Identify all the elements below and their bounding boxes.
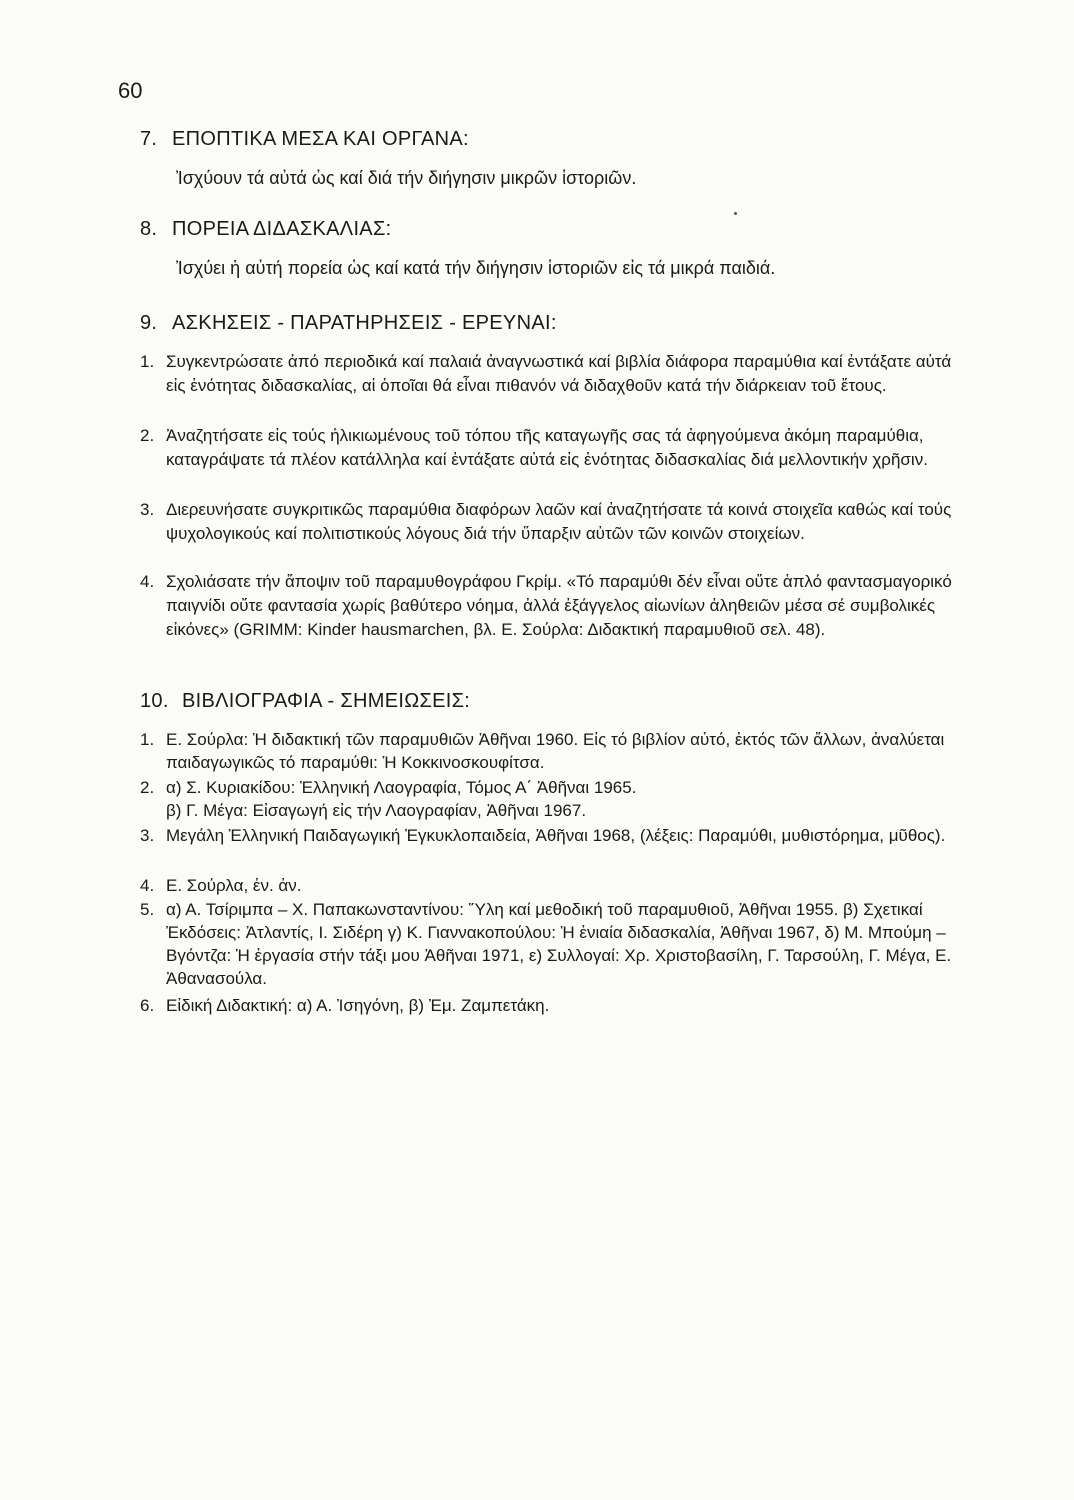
section-7-text: Ἰσχύουν τά αὐτά ὡς καί διά τήν διήγησιν μικρῶν ἱστοριῶν. bbox=[176, 168, 637, 188]
item-text: Εἰδική Διδακτική: α) Α. Ἰσηγόνη, β) Ἐμ. Ζαμπετάκη. bbox=[166, 996, 550, 1015]
item-text: α) Α. Τσίριμπα – Χ. Παπακωνσταντίνου: Ὕλη καί μεθοδική τοῦ παραμυθιοῦ, Ἀθῆναι 1955. β) Σχετικαί Ἐκδόσεις: Ἀτλαντίς, Ι. Σιδέρη γ) Κ. Γιαννακοπούλου: Ἡ ἑνιαία διδασκαλία, Ἀθῆναι 1967, δ) Μ. Μπούμη – Βγόντζα: Ἡ ἐργασία στήν τάξι μου Ἀθῆναι 1971, ε) Συλλογαί: Χρ. Χριστοβασίλη, Γ. Ταρσούλη, Γ. Μέγα, Ε. Ἀθανασούλα. bbox=[166, 900, 952, 988]
item-number: 4. bbox=[140, 572, 155, 591]
item-text: Διερευνήσατε συγκριτικῶς παραμύθια διαφόρων λαῶν καί ἀναζητήσατε τά κοινά στοιχεῖα καθώς καί τούς ψυχολογικούς καί πολιτιστικούς λόγους διά τήν ὕπαρξιν αὐτῶν τῶν κοινῶν στοιχείων. bbox=[166, 500, 952, 543]
item-text: Ε. Σούρλα, ἐν. ἀν. bbox=[166, 876, 302, 895]
section-number: 8. bbox=[140, 218, 158, 240]
bibliography-item bbox=[140, 994, 970, 1017]
exercise-item bbox=[140, 570, 970, 642]
item-number: 1. bbox=[140, 730, 155, 749]
section-10-heading bbox=[140, 690, 470, 713]
bibliography-item bbox=[140, 776, 970, 822]
item-number: 5. bbox=[140, 900, 155, 919]
item-number: 1. bbox=[140, 352, 155, 371]
item-text: Σχολιάσατε τήν ἄποψιν τοῦ παραμυθογράφου Γκρίμ. «Τό παραμύθι δέν εἶναι οὔτε ἁπλό φαντασμαγορικό παιγνίδι οὔτε φαντασία χωρίς βαθύτερο νόημα, ἀλλά ἐξάγγελος αἰωνίων ἀληθειῶν μέσα σέ συμβολικές εἰκόνες» (GRIMM: Kinder hausmarchen, βλ. Ε. Σούρλα: Διδακτική παραμυθιοῦ σελ. 48). bbox=[166, 572, 952, 639]
section-8-text: Ἰσχύει ἡ αὐτή πορεία ὡς καί κατά τήν διήγησιν ἱστοριῶν εἰς τά μικρά παιδιά. bbox=[176, 258, 776, 278]
section-title: ΒΙΒΛΙΟΓΡΑΦΙΑ - ΣΗΜΕΙΩΣΕΙΣ: bbox=[182, 690, 471, 712]
section-8-heading bbox=[140, 218, 391, 241]
exercise-item bbox=[140, 424, 970, 472]
item-number: 3. bbox=[140, 500, 155, 519]
item-text: Ε. Σούρλα: Ἡ διδακτική τῶν παραμυθιῶν Ἀθῆναι 1960. Εἰς τό βιβλίον αὐτό, ἐκτός τῶν ἄλλων, ἀναλύεται παιδαγωγικῶς τό παραμύθι: Ἡ Κοκκινοσκουφίτσα. bbox=[166, 730, 945, 772]
section-9-heading bbox=[140, 312, 557, 335]
bibliography-item bbox=[140, 824, 970, 847]
section-number: 9. bbox=[140, 312, 158, 334]
item-number: 2. bbox=[140, 778, 155, 797]
bibliography-item bbox=[140, 898, 970, 990]
paper-speck bbox=[734, 212, 737, 215]
item-text-continuation: β) Γ. Μέγα: Εἰσαγωγή εἰς τήν Λαογραφίαν, Ἀθῆναι 1967. bbox=[166, 801, 587, 820]
section-title: ΕΠΟΠΤΙΚΑ ΜΕΣΑ ΚΑΙ ΟΡΓΑΝΑ: bbox=[172, 128, 469, 150]
exercise-item bbox=[140, 350, 970, 398]
section-number: 10. bbox=[140, 690, 169, 712]
item-text: Ἀναζητήσατε εἰς τούς ἡλικιωμένους τοῦ τόπου τῆς καταγωγῆς σας τά ἀφηγούμενα ἀκόμη παραμύθια, καταγράψατε τά πλέον κατάλληλα καί ἐντάξατε αὐτά εἰς ἑνότητας διδασκαλίας διά μελλοντικήν χρῆσιν. bbox=[166, 426, 928, 469]
exercise-item bbox=[140, 498, 970, 546]
item-number: 6. bbox=[140, 996, 155, 1015]
section-title: ΠΟΡΕΙΑ ΔΙΔΑΣΚΑΛΙΑΣ: bbox=[172, 218, 392, 240]
item-text: Συγκεντρώσατε ἀπό περιοδικά καί παλαιά ἀναγνωστικά καί βιβλία διάφορα παραμύθια καί ἐντάξατε αὐτά εἰς ἑνότητας διδασκαλίας, αἱ ὁποῖαι θά εἶναι πιθανόν νά διδαχθοῦν κατά τήν διάρκειαν τοῦ ἔτους. bbox=[166, 352, 952, 395]
item-text: α) Σ. Κυριακίδου: Ἑλληνική Λαογραφία, Τόμος Α΄ Ἀθῆναι 1965. bbox=[166, 778, 637, 797]
section-title: ΑΣΚΗΣΕΙΣ - ΠΑΡΑΤΗΡΗΣΕΙΣ - ΕΡΕΥΝΑΙ: bbox=[172, 312, 557, 334]
bibliography-item bbox=[140, 874, 970, 897]
section-7-heading bbox=[140, 128, 469, 151]
bibliography-item bbox=[140, 728, 970, 774]
section-number: 7. bbox=[140, 128, 158, 150]
item-number: 2. bbox=[140, 426, 155, 445]
item-number: 3. bbox=[140, 826, 155, 845]
page-number: 60 bbox=[118, 78, 143, 103]
item-text: Μεγάλη Ἑλληνική Παιδαγωγική Ἐγκυκλοπαιδεία, Ἀθῆναι 1968, (λέξεις: Παραμύθι, μυθιστόρημα, μῦθος). bbox=[166, 826, 946, 845]
item-number: 4. bbox=[140, 876, 155, 895]
